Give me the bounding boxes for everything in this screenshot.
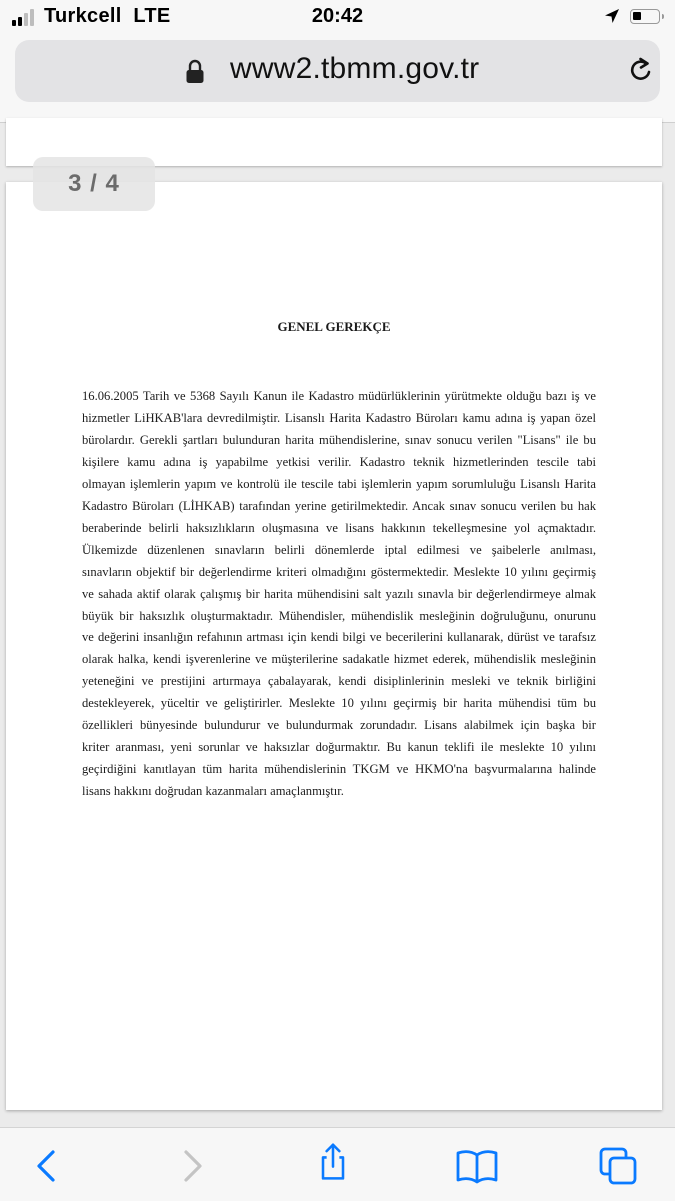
document-line: olarak halka, kendi işverenlerine ve müşterilerine sadakatle hizmet ederek, mühendislik mesleğinin xyxy=(82,652,596,667)
document-line: bürolardır. Gerekli şartları bulunduran harita mühendislerine, sınav sonucu verilen "Lisans" ile bu xyxy=(82,432,596,447)
document-heading: GENEL GEREKÇE xyxy=(277,319,391,334)
share-icon[interactable] xyxy=(313,1142,353,1182)
document-line: özellikleri bünyesinde bulundurur ve bulundurmak zorundadır. Lisans alabilmek için başka bir xyxy=(82,718,596,733)
browser-address-bar xyxy=(0,34,675,123)
url-text[interactable]: www2.tbmm.gov.tr xyxy=(230,52,480,85)
pdf-page xyxy=(6,182,662,1110)
document-body xyxy=(82,386,596,803)
status-bar xyxy=(0,0,675,34)
bookmarks-icon[interactable] xyxy=(454,1146,500,1186)
network-type: LTE xyxy=(133,5,171,27)
page-indicator: 3 / 4 xyxy=(33,157,155,211)
location-arrow-icon xyxy=(604,8,620,24)
document-line: ve değerini insanlığın refahının artması için kendi bilgi ve becerilerini kullanarak, dürüst ve tarafsız xyxy=(82,630,596,645)
document-line: olmayan işlemlerin yapım ve kontrolü ile tescile tabi işlemlerin yapım sorumluluğu Lisanslı Harita xyxy=(82,476,596,491)
document-line: yeteneğini ve prestijini artırmaya çabalayarak, kendi disiplinlerinin mesleki ve teknik birliğini xyxy=(82,674,596,689)
document-line: sınavların objektif bir değerlendirme kriteri olmadığını göstermektedir. Meslekte 10 yılını geçirmiş xyxy=(82,564,596,579)
document-line: Kadastro Büroları (LİHKAB) tarafından yerine getirilmektedir. Ancak sınav sonucu verilen bu hak xyxy=(82,498,596,513)
document-line: destekleyerek, yüceltir ve geliştirirler. Meslekte 10 yılını geçirmiş bir harita mühendisi tüm bu xyxy=(82,696,596,711)
tabs-icon[interactable] xyxy=(598,1146,638,1186)
forward-icon[interactable] xyxy=(172,1146,212,1186)
document-line: 16.06.2005 Tarih ve 5368 Sayılı Kanun ile Kadastro müdürlüklerinin yürütmekte olduğu bazı iş ve xyxy=(82,389,596,403)
document-line: büyük bir haksızlık oluşturmaktadır. Mühendisler, mühendislik mesleğinin doğruluğunu, onurunu xyxy=(82,608,596,623)
document-line: ve sahada aktif olarak çalışmış bir harita mühendisini salt yazılı sınavla bir değerlendirmeye almak xyxy=(82,586,596,601)
document-line: beraberinde belirli haksızlıkların oluşmasına ve lisans hakkının tekelleşmesine yol açmaktadır. xyxy=(82,520,596,535)
browser-bottom-toolbar xyxy=(0,1127,675,1201)
document-line: kişilere kamu adına iş yapabilme yetkisi verilir. Kadastro teknik hizmetlerinden tescile tabi xyxy=(82,454,596,469)
document-line: Ülkemizde düzenlenen sınavların belirli dönemlerde iptal edilmesi ve şaibelerle anılması, xyxy=(82,542,596,557)
reload-icon[interactable] xyxy=(628,57,654,85)
document-line: kriter aranması, yeni sorunlar ve haksızlar doğurmaktır. Bu kanun teklifi ile meslekte 10 yılını xyxy=(82,740,596,755)
back-icon[interactable] xyxy=(27,1146,67,1186)
document-line: hizmetler LiHKAB'lara devredilmiştir. Lisanslı Harita Kadastro Büroları kamu adına iş yapan özel xyxy=(82,410,596,425)
document-line: geçirdiğini kanıtlayan tüm harita mühendislerinin TKGM ve HKMO'na başvurmalarına halinde xyxy=(82,762,596,777)
document-line: lisans hakkını doğrudan kazanmaları amaçlanmıştır. xyxy=(82,784,344,799)
status-time: 20:42 xyxy=(311,5,364,27)
carrier-name: Turkcell xyxy=(44,5,122,27)
battery-icon xyxy=(630,9,660,24)
lock-icon xyxy=(185,59,205,85)
url-field[interactable] xyxy=(15,40,660,102)
